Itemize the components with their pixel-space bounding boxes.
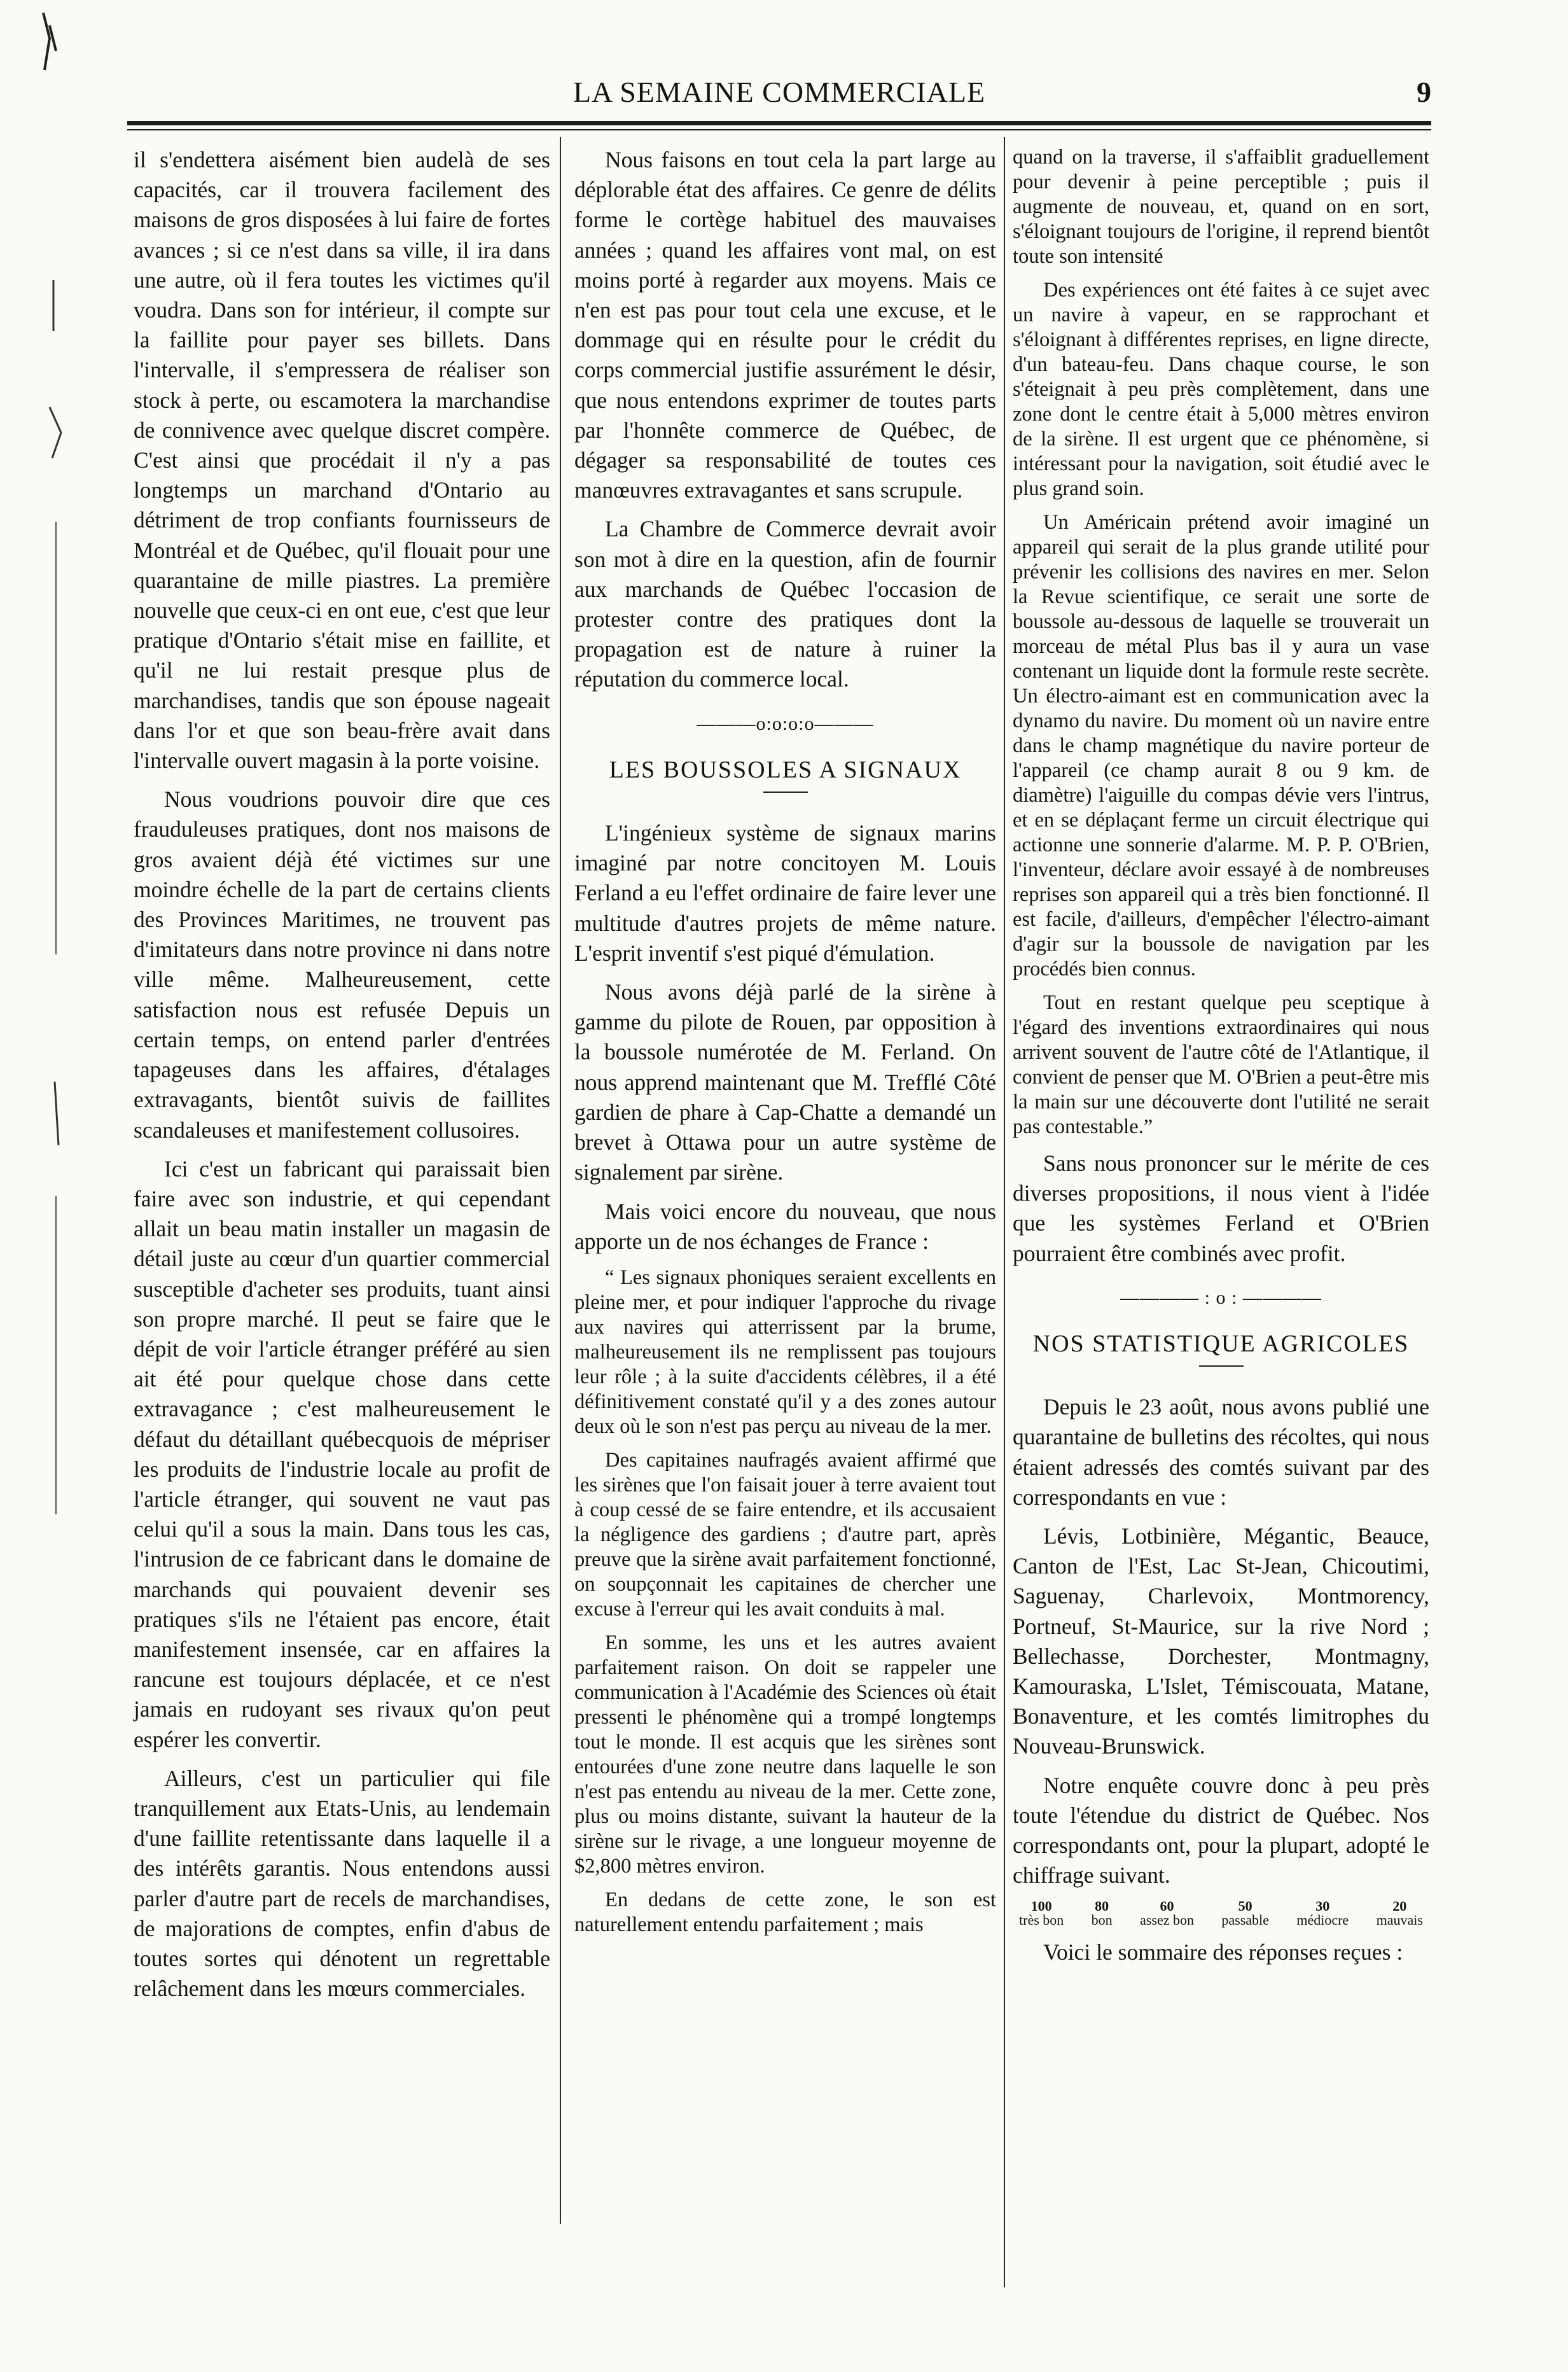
rating-value: 60 <box>1160 1898 1174 1915</box>
quote-paragraph: quand on la traverse, il s'affaiblit graduellement pour devenir à peine perceptible ; puis il augmente de nouveau, et, quand on en sort, s'éloignant toujours de l'origine, il reprend bientôt toute son intensité <box>1013 146 1429 268</box>
rating-value: 30 <box>1315 1898 1330 1915</box>
article-paragraph: Nous voudrions pouvoir dire que ces frauduleuses pratiques, dont nos maisons de gros avaient déjà été victimes sur une moindre échelle de la part de certains clients des Provinces Maritimes, ne trouvent pas d'imitateurs dans notre province ni dans notre ville même. Malheureusement, cette satisfaction nous est refusée Depuis un certain temps, on entend parler d'entrées tapageuses dans les affaires, d'étalages extravagants, bientôt suivis de faillites scandaleuses et manifestement collusoires. <box>134 786 550 1143</box>
article-paragraph: Mais voici encore du nouveau, que nous apporte un de nos échanges de France : <box>574 1198 996 1254</box>
newspaper-title: LA SEMAINE COMMERCIALE <box>572 76 986 108</box>
rating-scale-item <box>1296 1899 1349 1927</box>
quote-paragraph: Un Américain prétend avoir imaginé un appareil qui serait de la plus grande utilité pour prévenir les collisions des navires en mer. Selon la Revue scientifique, ce serait une sorte de boussole au-dessous de laquelle se trouverait un morceau de métal Plus bas il y aura un vase contenant un liquide dont la formule reste secrète. Un électro-aimant est en communication avec la dynamo du navire. Du moment où un navire entre dans le champ magnétique du navire porteur de l'appareil (ce champ aurait 8 ou 9 km. de diamètre) l'aiguille du compas dévie vers l'intrus, et en se déplaçant ferme un circuit électrique qui actionne une sonnerie d'alarme. M. P. P. O'Brien, l'inventeur, déclare avoir essayé à de nombreuses reprises son appareil qui a très bien fonctionné. Il est facile, d'ailleurs, d'empêcher l'électro-aimant d'agir sur la boussole de navigation par les procédés bien connus. <box>1013 511 1429 980</box>
article-paragraph: La Chambre de Commerce devrait avoir son mot à dire en la question, afin de fournir aux marchands de Québec l'occasion de protester contre des pratiques dont la propagation est de nature à ruiner la réputation du commerce local. <box>574 516 996 692</box>
rating-scale-item <box>1221 1899 1269 1927</box>
column-divider-1 <box>560 137 561 2224</box>
title-underline <box>1199 1365 1244 1367</box>
rating-scale-item <box>1019 1899 1064 1927</box>
rating-scale <box>1013 1899 1429 1927</box>
header-rule-thick <box>127 121 1431 125</box>
article-paragraph: Voici le sommaire des réponses reçues : <box>1043 1939 1403 1965</box>
rating-value: 50 <box>1238 1898 1252 1915</box>
article-paragraph: Ailleurs, c'est un particulier qui file tranquillement aux Etats-Unis, au lendemain d'une faillite retentissante dans laquelle il a des intérêts garantis. Nous entendons aussi parler d'autre part de recels de marchandises, de majorations de comptes, enfin d'abus de toutes sortes qui dénotent un regrettable relâchement dans les mœurs commerciales. <box>134 1765 550 2002</box>
quote-paragraph: En somme, les uns et les autres avaient parfaitement raison. On doit se rappeler une communication à l'Académie des Sciences où était pressenti le phénomène qui a trompé longtemps tout le monde. Il est acquis que les sirènes sont entourées d'une zone neutre dans laquelle le son n'est pas entendu au niveau de la mer. Cette zone, plus ou moins distante, suivant la hauteur de la sirène sur le rivage, a une longueur moyenne de $2,800 mètres environ. <box>574 1631 996 1878</box>
column-1 <box>134 145 550 2013</box>
title-underline <box>763 792 808 793</box>
rating-scale-item <box>1377 1899 1423 1927</box>
rating-value: 100 <box>1030 1898 1052 1915</box>
rating-scale-item <box>1140 1899 1194 1927</box>
quote-paragraph: Tout en restant quelque peu sceptique à l'égard des inventions extraordinaires qui nous arrivent souvent de l'autre côté de l'Atlantique, il convient de penser que M. O'Brien a peut-être mis la main sur une découverte dont l'utilité ne serait pas contestable.” <box>1013 991 1429 1138</box>
article-paragraph: Depuis le 23 août, nous avons publié une quarantaine de bulletins des récoltes, qui nous étaient adressés des comtés suivant par des correspondants en vue : <box>1013 1394 1429 1510</box>
article-paragraph: il s'endettera aisément bien audelà de ses capacités, car il trouvera facilement des maisons de gros disposées à lui faire de fortes avances ; si ce n'est dans sa ville, il ira dans une autre, où il fera toutes les victimes qu'il voudra. Dans son for intérieur, il compte sur la faillite pour payer ses billets. Dans l'intervalle, il s'empressera de réaliser son stock à perte, ou escamotera la marchandise de connivence avec quelque discret compère. C'est ainsi que procédait il n'y a pas longtemps un marchand d'Ontario au détriment de trop confiants fournisseurs de Montréal et de Québec, qu'il flouait pour une quarantaine de mille piastres. La première nouvelle que ceux-ci en ont eue, c'est que leur pratique d'Ontario s'était mise en faillite, et qu'il ne lui restait presque plus de marchandises, tandis que son épouse nageait dans l'or et que son beau-frère avait dans l'intervalle ouvert magasin à la porte voisine. <box>134 147 550 774</box>
article-paragraph: Sans nous prononcer sur le mérite de ces diverses propositions, il nous vient à l'idée que les systèmes Ferland et O'Brien pourraient être combinés avec profit. <box>1013 1150 1429 1266</box>
column-divider-2 <box>1004 137 1005 2287</box>
article-paragraph: Notre enquête couvre donc à peu près toute l'étendue du district de Québec. Nos correspondants ont, pour la plupart, adopté le chiffrage suivant. <box>1013 1772 1429 1888</box>
rating-label: passable <box>1221 1912 1269 1929</box>
article-paragraph: Ici c'est un fabricant qui paraissait bien faire avec son industrie, et qui cependant allait un beau matin installer un magasin de détail juste au cœur d'un quartier commercial susceptible d'acheter ses produits, tuant ainsi son propre marché. Il peut se faire que le dépit de voir l'article étranger préféré au sien ait été pour quelque chose dans cette extravagance ; c'est malheureusement le défaut du détaillant québecquois de mépriser les produits de l'industrie locale au profit de l'article étranger, qui souvent ne vaut pas celui qu'il a sous la main. Dans tous les cas, l'intrusion de ce fabricant dans le domaine de marchands qui pouvaient devenir ses pratiques s'ils ne l'étaient pas encore, était manifestement insensée, car en affaires la rancune est toujours déplacée, et ce n'est jamais en rudoyant ses rivaux qu'on peut espérer les convertir. <box>134 1155 550 1752</box>
article-paragraph: Nous faisons en tout cela la part large au déplorable état des affaires. Ce genre de délits forme le cortège habituel des mauvaises années ; quand les affaires vont mal, on est moins porté à regarder aux moyens. Mais ce n'en est pas pour tout cela une excuse, et le dommage qui en résulte pour le crédit du corps commercial justifie assurément le désir, que nous entendons exprimer de toutes parts par l'honnête commerce de Québec, de dégager sa responsabilité de toutes ces manœuvres extravagantes et sans scrupule. <box>574 147 996 503</box>
rating-label: médiocre <box>1296 1912 1349 1929</box>
section-title: NOS STATISTIQUE AGRICOLES <box>1032 1330 1410 1358</box>
quote-paragraph: Des expériences ont été faites à ce sujet avec un navire à vapeur, en se rapprochant et s'éloignant à différentes reprises, en ligne directe, d'un bateau-feu. Dans chaque course, le son s'éteignait à peu près complètement, dans une zone dont le centre était à 5,000 mètres environ de la sirène. Il est urgent que ce phénomène, si intéressant pour la navigation, soit étudié avec le plus grand soin. <box>1013 279 1429 500</box>
quote-paragraph: “ Les signaux phoniques seraient excellents en pleine mer, et pour indiquer l'approche du rivage aux navires qui atterrissent par la brume, malheureusement ils ne remplissent pas toujours leur rôle ; à la suite d'accidents célèbres, il a été définitivement constaté qu'il y a des zones autour deux où le son n'est pas perçu au niveau de la mer. <box>574 1266 996 1438</box>
rating-label: mauvais <box>1376 1912 1423 1929</box>
column-3 <box>1013 145 1429 1977</box>
quote-paragraph: En dedans de cette zone, le son est naturellement entendu parfaitement ; mais <box>574 1888 996 1936</box>
section-separator: ———— : o : ———— <box>1120 1287 1322 1308</box>
rating-label: très bon <box>1019 1912 1064 1929</box>
county-list-paragraph: Lévis, Lotbinière, Mégantic, Beauce, Canton de l'Est, Lac St-Jean, Chicoutimi, Saguenay, Charlevoix, Montmorency, Portneuf, St-Maurice, sur la rive Nord ; Bellechasse, Dorchester, Montmagny, Kamouraska, L'Islet, Témiscouata, Matane, Bonaventure, et les comtés limitrophes du Nouveau-Brunswick. <box>1013 1523 1429 1759</box>
page-number: 9 <box>1417 76 1431 108</box>
rating-value: 20 <box>1392 1898 1407 1915</box>
rating-label: bon <box>1091 1912 1113 1929</box>
page-header <box>127 75 1431 126</box>
article-paragraph: Nous avons déjà parlé de la sirène à gamme du pilote de Rouen, par opposition à la boussole numérotée de M. Ferland. On nous apprend maintenant que M. Trefflé Côté gardien de phare à Cap-Chatte a demandé un brevet à Ottawa pour un autre système de signalement par sirène. <box>574 979 996 1185</box>
rating-scale-item <box>1092 1899 1113 1927</box>
column-2 <box>574 145 996 1946</box>
scan-margin-marks <box>31 0 69 2369</box>
quote-paragraph: Des capitaines naufragés avaient affirmé que les sirènes que l'on faisait jouer à terre avaient tout à coup cessé de se faire entendre, et ils accusaient la négligence des gardiens ; d'autre part, après preuve que la sirène avait parfaitement fonctionné, on soupçonnait les capitaines de chercher une excuse à l'erreur qui les avait conduits à mal. <box>574 1448 996 1621</box>
rating-value: 80 <box>1095 1898 1109 1915</box>
rating-label: assez bon <box>1140 1912 1194 1929</box>
section-separator: ———o:o:o:o——— <box>697 713 874 734</box>
section-title: LES BOUSSOLES A SIGNAUX <box>609 756 962 783</box>
article-paragraph: L'ingénieux système de signaux marins imaginé par notre concitoyen M. Louis Ferland a eu l'effet ordinaire de faire lever une multitude d'autres projets de même nature. L'esprit inventif s'est piqué d'émulation. <box>574 820 996 966</box>
header-rule-thin <box>127 129 1431 130</box>
